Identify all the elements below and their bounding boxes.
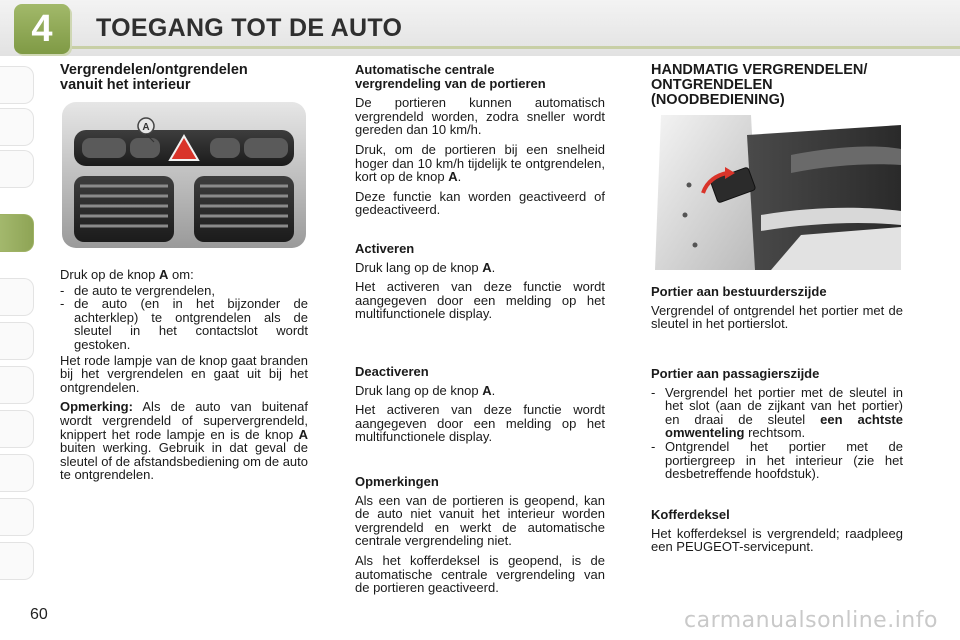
activate-title: Activeren — [355, 241, 415, 256]
chapter-tab-7[interactable] — [0, 366, 34, 404]
chapter-number-badge: 4 — [14, 4, 70, 54]
chapter-tab-10[interactable] — [0, 498, 34, 536]
auto-lock-p1: De portieren kunnen automatisch vergrendeld worden, zodra sneller wordt gereden dan 10 km/h. — [355, 95, 605, 138]
chapter-tab-2[interactable] — [0, 108, 34, 146]
left-intro: Druk op de knop A om: — [60, 267, 194, 282]
right-trunk — [651, 508, 903, 560]
console-illustration — [60, 100, 308, 250]
middle-deactivate — [355, 365, 605, 450]
chapter-tab-9[interactable] — [0, 454, 34, 492]
header-underline — [60, 46, 960, 49]
trunk-title: Kofferdeksel — [651, 507, 730, 522]
chapter-title: TOEGANG TOT DE AUTO — [96, 14, 403, 42]
deactivate-title: Deactiveren — [355, 364, 429, 379]
console-photo — [60, 100, 308, 250]
left-note: Opmerking: Als de auto van buitenaf wordt vergrendeld of supervergrendeld, knippert het rode lampje en is de knop A buiten werking. Gebruik in dat geval de sleutel of de afstandsbediening om de auto te ontgrendelen. — [60, 399, 308, 483]
passenger-bullet-2: - Ontgrendel het portier met de portiergreep in het interieur (zie het desbetreffende hoofdstuk). — [651, 440, 903, 481]
left-heading — [60, 63, 310, 93]
door-lock-photo — [651, 115, 901, 270]
remarks-title: Opmerkingen — [355, 474, 439, 489]
left-bullet-1: - de auto te vergrendelen, — [60, 284, 308, 298]
driver-title: Portier aan bestuurderszijde — [651, 284, 827, 299]
right-driver — [651, 285, 903, 337]
chapter-tab-3[interactable] — [0, 150, 34, 188]
activate-p1: Druk lang op de knop A. — [355, 259, 496, 275]
left-lamp-text: Het rode lampje van de knop gaat branden bij het vergrendelen en gaat uit bij het ontgrendelen. — [60, 352, 308, 395]
deactivate-p2: Het activeren van deze functie wordt aangegeven door een melding op het multifunctionele display. — [355, 402, 605, 445]
right-heading: HANDMATIG VERGRENDELEN/ ONTGRENDELEN (NOODBEDIENING) — [651, 62, 868, 108]
chapter-tab-5[interactable] — [0, 278, 34, 316]
left-heading-line2: vanuit het interieur — [60, 77, 191, 93]
button-a-label: A — [142, 122, 150, 133]
remarks-p1: Als een van de portieren is geopend, kan de auto niet vanuit het interieur worden vergrendeld en werkt de automatische centrale vergrendeling niet. — [355, 492, 605, 549]
trunk-text: Het kofferdeksel is vergrendeld; raadpleeg een PEUGEOT-servicepunt. — [651, 525, 903, 555]
passenger-title: Portier aan passagierszijde — [651, 366, 820, 381]
left-heading-line1: Vergrendelen/ontgrendelen — [60, 62, 248, 78]
right-passenger — [651, 367, 903, 481]
deactivate-p1: Druk lang op de knop A. — [355, 382, 496, 398]
remarks-p2: Als het kofferdeksel is geopend, is de automatische centrale vergrendeling van de portieren geactiveerd. — [355, 552, 605, 596]
auto-lock-title: Automatische centrale vergrendeling van de portieren — [355, 62, 546, 91]
chapter-tab-11[interactable] — [0, 542, 34, 580]
chapter-tab-4-active[interactable] — [0, 214, 34, 252]
middle-activate — [355, 242, 605, 327]
left-bullet-2: - de auto (en in het bijzonder de achterklep) te ontgrendelen als de sleutel in het contactslot wordt gestoken. — [60, 297, 308, 351]
chapter-tab-6[interactable] — [0, 322, 34, 360]
left-body — [60, 268, 308, 488]
auto-lock-p3: Deze functie kan worden geactiveerd of gedeactiveerd. — [355, 188, 605, 218]
middle-remarks — [355, 475, 605, 601]
chapter-tab-8[interactable] — [0, 410, 34, 448]
page-header — [0, 0, 960, 56]
activate-p2: Het activeren van deze functie wordt aangegeven door een melding op het multifunctionele display. — [355, 279, 605, 322]
door-lock-illustration — [651, 115, 901, 270]
watermark: carmanualsonline.info — [684, 608, 938, 633]
passenger-bullet-1: - Vergrendel het portier met de sleutel in het slot (aan de zijkant van het portier) en draai de sleutel een achtste omwenteling rechtsom. — [651, 386, 903, 440]
auto-lock-p2: Druk, om de portieren bij een snelheid hoger dan 10 km/h tijdelijk te ontgrendelen, kort op de knop A. — [355, 141, 605, 185]
chapter-tab-1[interactable] — [0, 66, 34, 104]
page-number: 60 — [30, 606, 48, 623]
middle-auto-lock — [355, 63, 605, 223]
driver-text: Vergrendel of ontgrendel het portier met de sleutel in het portierslot. — [651, 302, 903, 332]
